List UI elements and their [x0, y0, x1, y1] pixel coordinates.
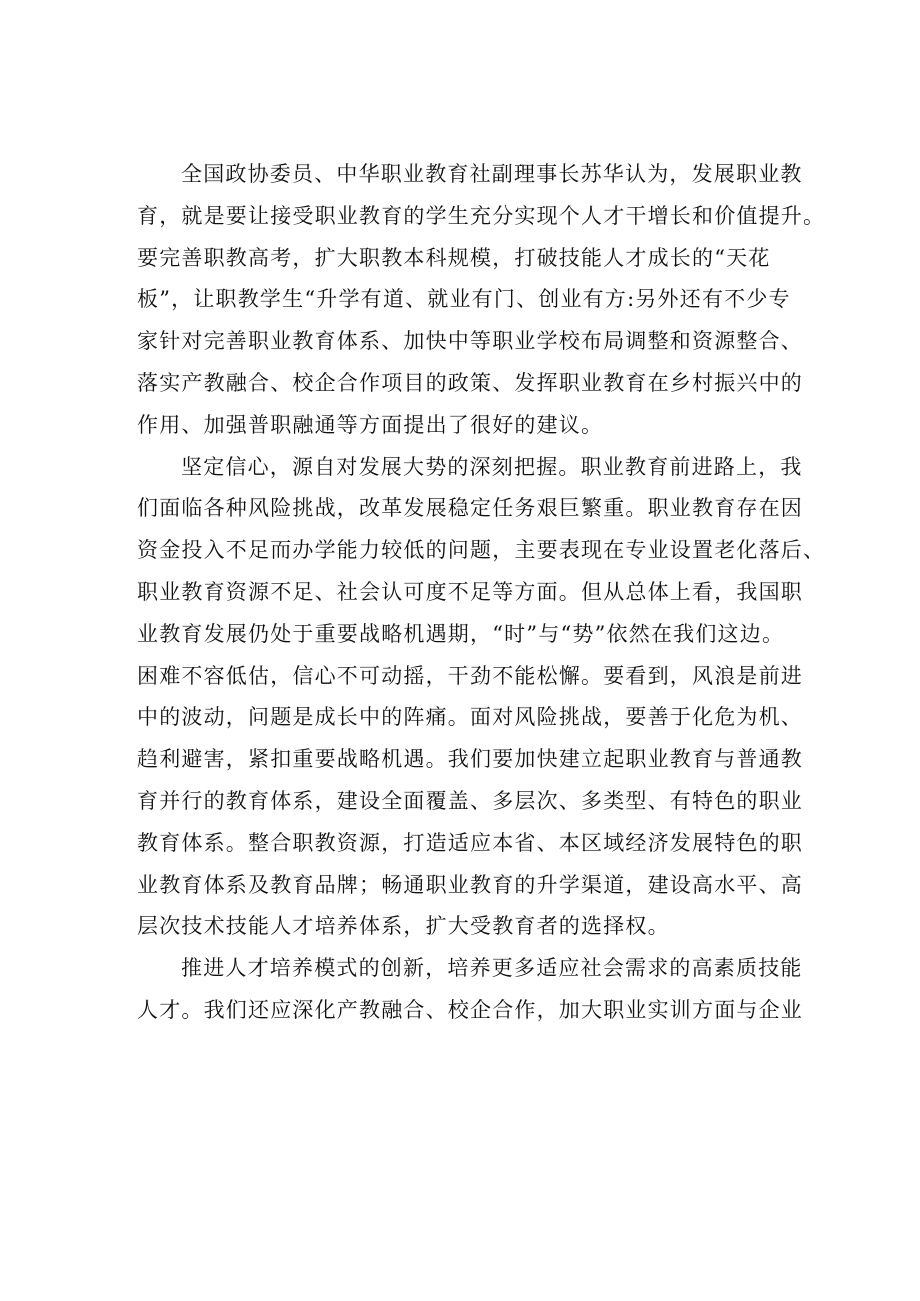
- paragraph-2-line-1: 坚定信心，源自对发展大势的深刻把握。职业教育前进路上，我: [181, 454, 803, 479]
- paragraph-2-line-6: 困难不容低估，信心不可动摇，干劲不能松懈。要看到，风浪是前进: [137, 663, 803, 688]
- paragraph-1-line-4: 板”，让职教学生“升学有道、就业有门、创业有方:另外还有不少专: [137, 287, 791, 312]
- paragraph-2-line-12: 层次技术技能人才培养体系，扩大受教育者的选择权。: [137, 914, 670, 939]
- paragraph-3-line-1: 推进人才培养模式的创新，培养更多适应社会需求的高素质技能: [181, 956, 803, 981]
- paragraph-1-line-6: 落实产教融合、校企合作项目的政策、发挥职业教育在乡村振兴中的: [137, 370, 803, 395]
- paragraph-2-line-3: 资金投入不足而办学能力较低的问题，主要表现在专业设置老化落后、: [137, 538, 826, 563]
- paragraph-2-line-11: 业教育体系及教育品牌；畅通职业教育的升学渠道，建设高水平、高: [137, 872, 803, 897]
- paragraph-1-line-1: 全国政协委员、中华职业教育社副理事长苏华认为，发展职业教: [181, 162, 803, 186]
- paragraph-2-line-4: 职业教育资源不足、社会认可度不足等方面。但从总体上看，我国职: [137, 579, 803, 604]
- paragraph-1-line-3: 要完善职教高考，扩大职教本科规模，打破技能人才成长的“天花: [137, 245, 771, 270]
- paragraph-2-line-9: 育并行的教育体系，建设全面覆盖、多层次、多类型、有特色的职业: [137, 788, 803, 813]
- paragraph-2-line-8: 趋利避害，紧扣重要战略机遇。我们要加快建立起职业教育与普通教: [137, 747, 803, 772]
- paragraph-1-line-2: 育，就是要让接受职业教育的学生充分实现个人才干增长和价值提升。: [137, 203, 826, 228]
- document-body: [137, 154, 826, 1032]
- paragraph-2-line-5: 业教育发展仍处于重要战略机遇期，“时”与“势”依然在我们这边。: [137, 621, 785, 646]
- paragraph-1-line-5: 家针对完善职业教育体系、加快中等职业学校布局调整和资源整合、: [137, 329, 803, 354]
- paragraph-2-line-7: 中的波动，问题是成长中的阵痛。面对风险挑战，要善于化危为机、: [137, 705, 803, 730]
- paragraph-2-line-10: 教育体系。整合职教资源，打造适应本省、本区域经济发展特色的职: [137, 830, 803, 855]
- paragraph-1-line-7: 作用、加强普职融通等方面提出了很好的建议。: [137, 412, 604, 437]
- paragraph-3-line-2: 人才。我们还应深化产教融合、校企合作，加大职业实训方面与企业: [137, 997, 803, 1022]
- paragraph-2-line-2: 们面临各种风险挑战，改革发展稳定任务艰巨繁重。职业教育存在因: [137, 496, 803, 521]
